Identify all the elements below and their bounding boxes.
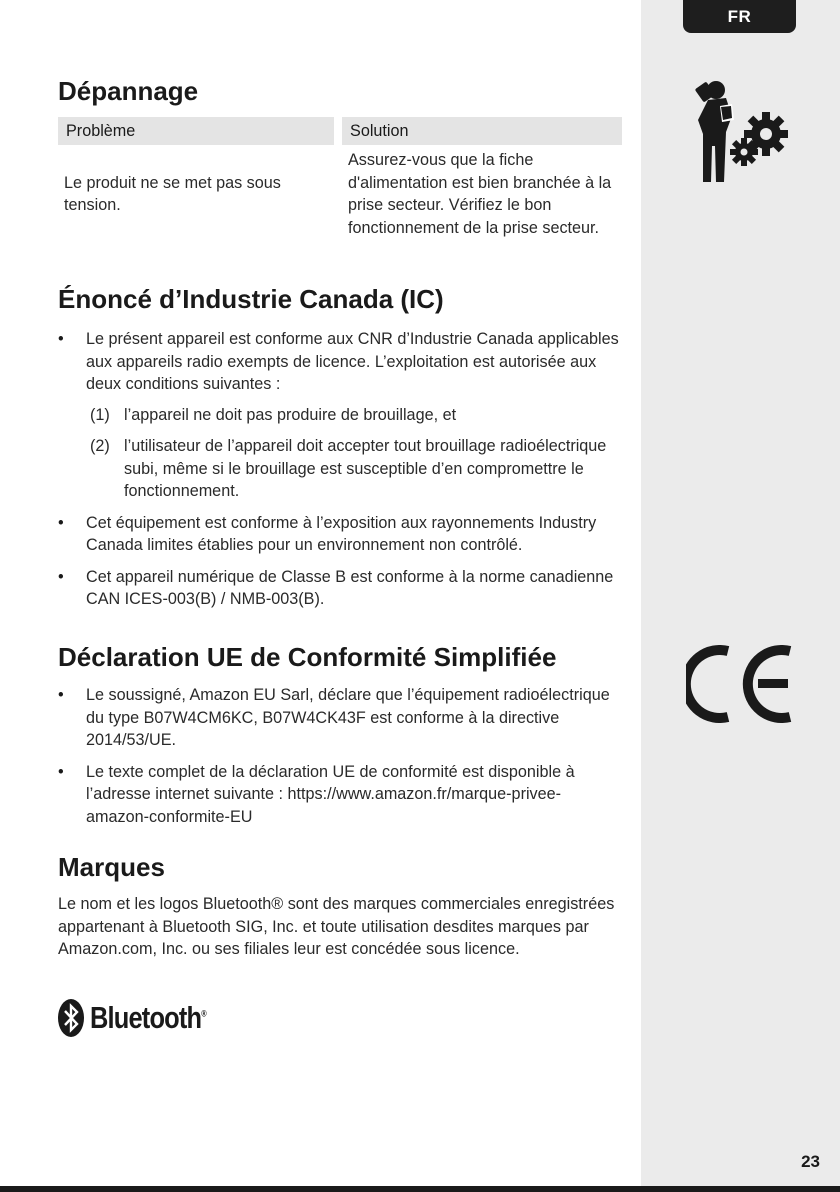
ic-bullet-3-text: Cet appareil numérique de Classe B est conforme à la norme canadienne CAN ICES-003(B) / NMB-003(B). [86,567,614,608]
list-item [58,566,624,611]
bluetooth-wordmark-text: Bluetooth [90,1000,202,1035]
condition-item [86,404,624,427]
registered-mark: ® [201,1008,206,1019]
troubleshooting-person-gears-icon [686,76,792,184]
problem-cell: Le produit ne se met pas sous tension. [64,173,281,214]
solution-cell: Assurez-vous que la fiche d'alimentation est bien branchée à la prise secteur. Vérifiez le bon fonctionnement de la prise secteur. [348,151,612,237]
list-item [58,328,624,503]
section-title-ic: Énoncé d’Industrie Canada (IC) [58,284,444,314]
page-number: 23 [801,1152,820,1171]
condition-number: (2) [90,437,110,455]
language-tab: FR [683,0,796,33]
condition-number: (1) [90,405,110,424]
list-item [58,761,624,829]
list-item [58,684,624,752]
bluetooth-icon [58,999,84,1037]
ce-mark-icon [686,645,794,723]
table-row [58,149,622,239]
column-header-solution: Solution [342,117,622,145]
ic-list [58,328,624,620]
trademark-paragraph: Le nom et les logos Bluetooth® sont des marques commerciales enregistrées appartenant à Bluetooth SIG, Inc. et toute utilisation desdites marques par Amazon.com, Inc. ou ses filiales leur est concédée sous licence. [58,895,615,958]
eu-bullet-2-text: Le texte complet de la déclaration UE de conformité est disponible à l’adresse internet suivante : https://www.amazon.fr/marque-privee-amazon-conformite-EU [86,762,575,826]
eu-list [58,684,624,837]
section-title-troubleshooting: Dépannage [58,76,199,106]
ic-bullet-1-text: Le présent appareil est conforme aux CNR d’Industrie Canada applicables aux appareils radio exempts de licence. L’exploitation est autorisée aux deux conditions suivantes : [86,330,619,393]
section-title-trademarks: Marques [58,852,165,882]
ic-bullet-2-text: Cet équipement est conforme à l’exposition aux rayonnements Industry Canada limites établies pour un environnement non contrôlé. [86,513,597,554]
condition-text: l’appareil ne doit pas produire de brouillage, et [124,405,457,424]
bluetooth-wordmark [90,1000,206,1036]
column-header-problem: Problème [58,117,334,145]
conditions-list [86,404,624,503]
condition-text: l’utilisateur de l’appareil doit accepter tout brouillage radioélectrique subi, même si le brouillage est susceptible d’en compromettre le fonctionnement. [124,437,607,500]
condition-item [86,435,624,503]
bottom-rule [0,1186,840,1192]
list-item [58,512,624,557]
troubleshooting-table [58,117,622,239]
bluetooth-logo [58,999,231,1037]
section-title-eu-declaration: Déclaration UE de Conformité Simplifiée [58,642,557,672]
eu-bullet-1-text: Le soussigné, Amazon EU Sarl, déclare que l’équipement radioélectrique du type B07W4CM6KC, B07W4CK43F est conforme à la directive 2014/53/UE. [86,686,610,749]
table-header [58,117,622,145]
